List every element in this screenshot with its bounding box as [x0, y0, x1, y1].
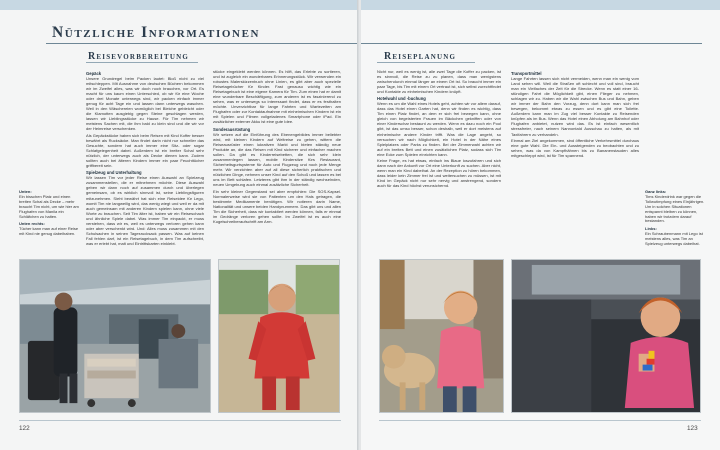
left-column-1 — [86, 69, 204, 248]
heading-gepaeck: Gepäck — [86, 71, 102, 76]
caption-text: Tücher kann man auf einer Reise mit Kind nie genug dabeihaben. — [19, 226, 79, 237]
bottom-rule — [19, 420, 341, 421]
photo-child-with-dog — [379, 259, 504, 413]
paragraph: Keine Frage, es hat etwas, einfach ins Blaue loszufahren und sich dann nach der Ankunft vor Ort eine Unterkunft zu suchen. Aber nicht, wenn man ein Kind dabeihat. An der Rezeption zu hören bekommen, dass leider kein Zimmer frei ist und weitersuchen zu müssen, ist mit Kind im Gepäck nicht nur sehr nervig und anstrengend, sondern auch für das Kind höchst verunsichernd. — [377, 158, 501, 189]
bottom-rule — [379, 420, 701, 421]
title-rule — [46, 43, 359, 44]
paragraph: stücke eingeklebt werden können. Es hilft, das Erlebte zu sortieren, und ist zugleich ein wunderbares Erinnerungsstück. Wir verwenden ein robustes Malerskizzenbuch ohne Linien, es gibt aber auch spezielle Reisetagebücher für Kinder. Fast genauso wichtig wie ein Reisetagebuch ist eine eigene Kamera für Tim. Zum einen hat er damit eine wunderbare Beschäftigung, zum anderen ist es faszinierend zu sehen, was er unterwegs so interessant findet, dass er es festhalten möchte. Unverzichtbar für lange Fahrten und Wartezeiten am Flughafen oder zur Kontaktaufnahme mit einheimischen Kindern ist ein mit Spielen und Filmen vollgeladenes Smartphone oder iPad. Ein zusätzlicher externer Akku ist eine gute Idee. — [213, 69, 341, 125]
caption-label: Links: — [645, 226, 657, 232]
paragraph: Einmal am Ziel angekommen, sind öffentliche Verkehrsmittel durchaus eine gute Wahl. Die Ein- und Aussteigenden zu beobachten und zu sehen, was da von Kampfhähnen bis zu Bananenstauden alles mitgeschleppt wird, ist für Tim spannend. — [511, 138, 639, 159]
page-number-left: 122 — [19, 425, 30, 432]
paragraph: Wenn es um die Wahl eines Hotels geht, achten wir vor allem darauf, dass das Hotel einen Garten hat, denn wir finden es wichtig, dass Tim einen Platz findet, an dem er sich frei bewegen kann, ohne gleich von begeisterten Frauen im Bäckchen gekniffen oder von einer Kinderschar bestaunt zu werden. Wenn es dazu noch ein Pool gibt, ist das umso besser, schon deshalb, weil er dort meistens auf einheimische andere Kinder trifft. Was die Lage angeht, so versuchen wir nach Möglichkeit, ein Hotel in der Nähe eines Spielplatzes oder Parks zu finden. Bei der Zimmerwahl achten wir auf ein breites Bett und einen zusätzlichen Platz, sodass sich Tim eine Ecke zum Spielen einrichten kann. — [377, 101, 501, 157]
caption-right — [645, 190, 705, 250]
caption-label: Ganz links: — [645, 189, 667, 194]
caption-label: Unten rechts: — [19, 221, 45, 227]
page-number-right: 123 — [687, 425, 698, 432]
section-rule-right — [377, 62, 475, 63]
paragraph: Wir setzen auf die Einführung des Ebenengebildes immer beliebter wird, mit kleinen Kindern auf Weltreise zu gehen, wittern die Reiseausrüster einen lukrativen Markt und bieten ständig neue Produkte an, die das Reisen mit Kind sicherer und einfacher machen sollen. Da gibt es Kinderreisebetten, die sich sehr klein zusammenlegen lassen, mobile Kindersitze fürs Restaurant, Sicherheitsgurtsysteme für Auto und Flugzeug und noch jede Menge mehr. Wir verzichten aber auf all diese sicherlich praktischen und nützlichen Dinge, nehmen unser Kind auf den Schoß und lassen es bei uns im Bett schlafen. Letzteres gibt ihm in der ständig wechselnden, neuen Umgebung auch einmal zusätzliche Sicherheit. — [213, 131, 341, 187]
top-band — [361, 0, 720, 10]
right-column-1 — [377, 69, 501, 190]
caption-text: Ein Schraubenmann mit Lego ist meistens alles, was Tim an Spielzeug unterwegs dabeihat. — [645, 231, 703, 247]
heading-sonderausruestung: Sonderausrüstung — [213, 126, 251, 132]
right-page — [361, 0, 720, 450]
caption-text: Tims Kinderdrink war gegen die Tollwutimpfung eines Einjährigen. Um in solchen Situationen entspannt bleiben zu können, haben wir trotzdem darauf bestanden. — [645, 193, 705, 224]
section-title-left: Reisevorbereitung — [88, 51, 190, 62]
left-page — [0, 0, 359, 450]
heading-spielzeug: Spielzeug und Unterhaltung — [86, 170, 142, 176]
photo-boy-red-jacket — [218, 259, 340, 413]
caption-left — [19, 190, 79, 240]
paragraph: Wir lassen Tim vor jeder Reise einen Auswahl an Spielzeug zusammenstellen, die er mitnehmen möchte. Diese Auswahl geben wir dann noch auf zusammen durch und überlegen gemeinsam, ob es wirklich sinnvoll ist, seine Lieblingsfiguren mitzunehmen. Sieht bewährt hat sich eine Reiseidee für Lego, womit Tim nie langweilig wird, das wenig wiegt und weil er da mit auch gemeinsam mit anderen Kindern spielen kann, ohne viele Worte zu brauchen. Seit Tim älter ist, haben wir ein Reiseschach und ähnliche Spiele dabei. Was immer Tim einpackt, er muss verstehen, dass wir es, weil es unterwegs verloren gehen kann oder aber verschenkt wird. Und: Alles muss zusammen mit den Schulsachen in seinen Tagesrucksack passen. Was auf keinen Fall fehlen darf, ist ein Reisetagebuch, in dem Tim aufschreibt, was er erlebt hat, malt und Eintrittskarten einklebt. — [86, 175, 204, 246]
right-column-2 — [511, 69, 639, 160]
section-rule-left — [86, 62, 198, 63]
paragraph: Ein sehr kleiner Gegenstand sei aber empfohlen: Die SOS-Kapsel. Normalerweise wird sie von Patienten um den Hals getragen, die bestimmte Medikamente benötigen. Wir notieren darin Name, Nationalität und unsere beiden Handynummern. Das gibt uns und allen Tim die Sicherheit, dass wir kontaktiert werden können, falls er einmal im Gedränge verloren gehen sollte. Im Zweifel ist es auch eine Kugelschreiberaufschrift am Arm. — [213, 188, 341, 224]
paragraph: Unsere Grundregel beim Packen lautet: Bloß nicht zu viel mitschleppen. Mit Ausnahme von deutschen Büchern bekommen wir im Zweifel alles, was wir doch noch brauchen, vor Ort. Es macht für uns kaum einen Unterschied, ob wir für eine Woche oder drei Monate unterwegs sind, wir packen einfach immer genug für acht Tage ein und lassen dann unterwegs waschen. Weil in den Wäschereien womöglich bei Bleiche gebleicht oder die Klamotten ausgiebig gegen Steine geschlagen werden, lassen wir Lieblingsstücke zu Hause. Für Tim nehmen wir meistens Sachen mit, die ihm bald zu klein sind und die wir vor der Heimreise verschenken. — [86, 76, 204, 132]
caption-label: Unten: — [19, 189, 32, 194]
title-rule — [361, 43, 702, 44]
caption-text: Ein bisschen Platz und einen breiten Schal als Decke – mehr braucht Tim nicht, um wie hier am Flughafen von Manila ein Schläfchen zu halten. — [19, 193, 79, 219]
photo-airport — [19, 259, 211, 413]
photo-child-lego-car — [511, 259, 701, 413]
chapter-title: Nützliche Informationen — [52, 24, 261, 41]
top-band — [0, 0, 359, 10]
section-title-right: Reiseplanung — [384, 51, 457, 62]
heading-transportmittel: Transportmittel — [511, 71, 542, 76]
paragraph: Als Gepäckstücke haben sich beim Reisen mit Kind Koffer besser bewährt als Rucksäcke. Man findet darin nicht nur schneller das Gesuchte, sondern hat auch immer eine Sitz- oder sogar Schlafgelegenheit dabei. Außerdem ist ein breiter Schal sehr nützlich, der unterwegs auch als Decke dienen kann. Zudem sollten auch bei älteren Kindern immer ein paar Feuchttücher griffbereit sein. — [86, 133, 204, 169]
left-column-2 — [213, 69, 341, 225]
heading-hotelwahl: Hotelwahl und -buchung — [377, 96, 426, 102]
paragraph: Nicht nur, weil es wenig ist, alle zwei Tage die Koffer zu packen, ist es sinnvoll, die Reise zu zu planen, dass man wenigstens zwischendurch einmal länger an einem Ort ist. So braucht immer ein paar Tage, bis Tim mit einem Ort vertraut ist, sich selbst zurechtfindet und Kontakte zu einheimischen Kindern knüpft. — [377, 69, 501, 95]
paragraph: Lange Fahrten lassen sich nicht vermeiden, wenn man ein wenig vom Land sehen will. Weil die Straßen oft schlecht und voll sind, braucht man ein Vielfaches der Zeit für die Strecke. Wenn es statt einer 16-stündigen Fahrt die Möglichkeit gibt, einen Flieger zu nehmen, schlagen wir zu. Haben wir die Wahl zwischen Bus und Bahn, geben wir immer der Bahn den Vorzug, denn dort kann man sich frei bewegen, bekommt etwas zu essen und es gibt eine Toilette. Außerdem kann man im Zug viel besser Kontakte zu Reisenden knüpfen als im Bus. Wenn das Hotel einen Abholung am Bahnhof oder Flughafen anbietet, nutzen wird das. Es ist einfach wesentlich stressfreier, nach seinem Nannontald Ausschau zu halten, als mit Taxifahrern zu verhandeln. — [511, 76, 639, 137]
